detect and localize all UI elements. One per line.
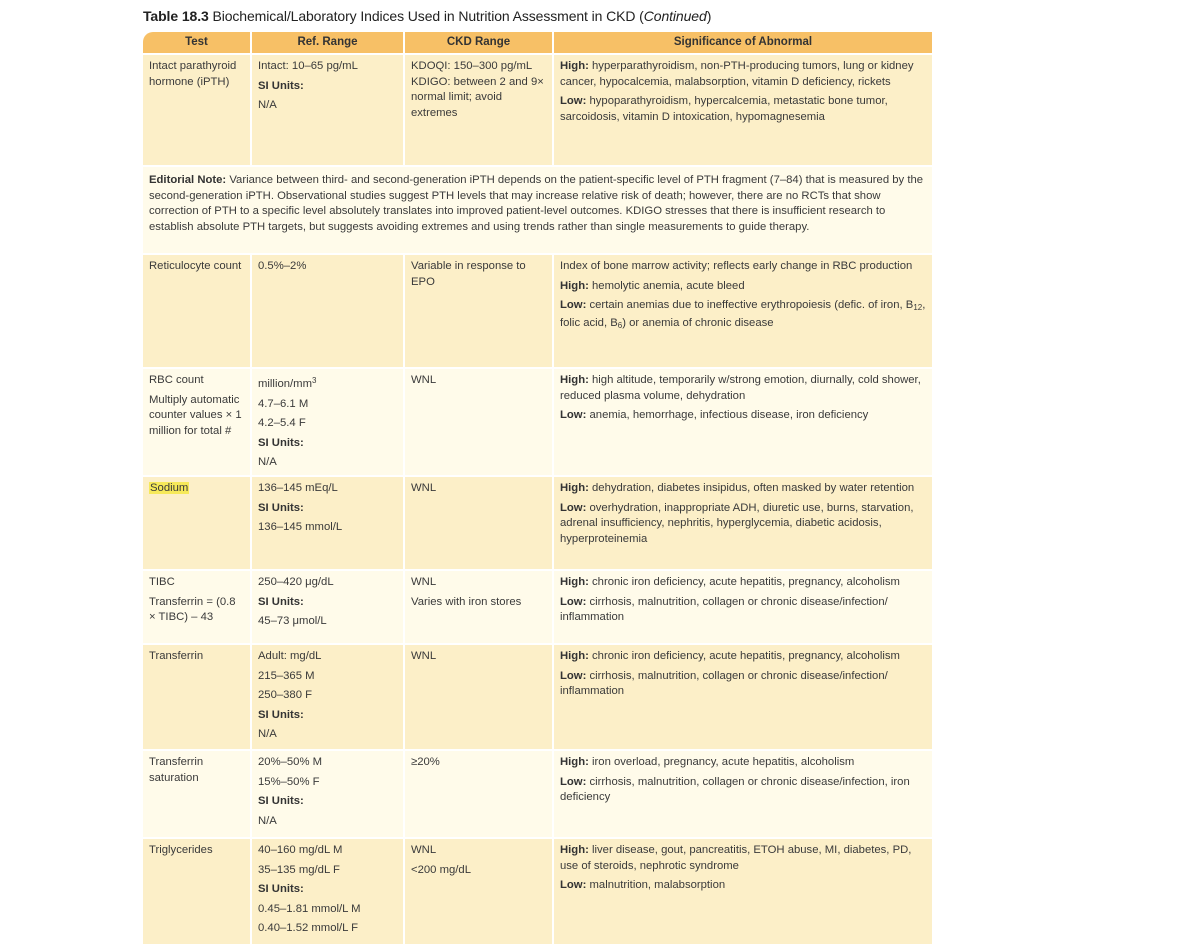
header-row <box>143 32 932 54</box>
cell-ref: Intact: 10–65 pg/mL SI Units: N/A <box>251 54 404 166</box>
cell-ckd: WNL <200 mg/dL <box>404 838 553 944</box>
cell-significance: High: liver disease, gout, pancreatitis, ETOH abuse, MI, diabetes, PD, use of steroids, nephrotic syndrome Low: malnutrition, malabsorption <box>553 838 932 944</box>
cell-ref: 136–145 mEq/L SI Units: 136–145 mmol/L <box>251 476 404 570</box>
cell-significance: Index of bone marrow activity; reflects early change in RBC production High: hemolytic anemia, acute bleed Low: certain anemias due to ineffective erythropoiesis (defic. of iron, $B_{12}$, folic acid, $B_6$) or anemia of chronic disease <box>553 254 932 368</box>
cell-test: Transferrin <box>143 644 251 750</box>
header-ref-range: Ref. Range <box>251 32 404 54</box>
cell-ref: 250–420 μg/dL SI Units: 45–73 μmol/L <box>251 570 404 644</box>
cell-ref: 40–160 mg/dL M 35–135 mg/dL F SI Units: 0.45–1.81 mmol/L M 0.40–1.52 mmol/L F <box>251 838 404 944</box>
cell-test: Triglycerides <box>143 838 251 944</box>
table-continued: Continued <box>643 8 707 24</box>
editorial-note-row <box>143 166 932 254</box>
table-title: Biochemical/Laboratory Indices Used in Nutrition Assessment in CKD ( <box>208 8 644 24</box>
header-test: Test <box>143 32 251 54</box>
cell-ckd: WNL <box>404 644 553 750</box>
cell-significance: High: hyperparathyroidism, non-PTH-producing tumors, lung or kidney cancer, hypocalcemia, malabsorption, vitamin D deficiency, rickets Low: hypoparathyroidism, hypercalcemia, metastatic bone tumor, sarcoidosis, vitamin D intoxication, hypomagnesemia <box>553 54 932 166</box>
cell-ref: million/$mm^3$ 4.7–6.1 M 4.2–5.4 F SI Units: N/A <box>251 368 404 476</box>
table-row <box>143 476 932 570</box>
table-row <box>143 254 932 368</box>
cell-test: Intact parathyroid hormone (iPTH) <box>143 54 251 166</box>
table-row <box>143 838 932 944</box>
cell-test: RBC count Multiply automatic counter values × 1 million for total # <box>143 368 251 476</box>
table-caption: Table 18.3 Biochemical/Laboratory Indices Used in Nutrition Assessment in CKD (Continued) <box>143 8 712 24</box>
cell-test: Transferrin saturation <box>143 750 251 838</box>
header-ckd-range: CKD Range <box>404 32 553 54</box>
table-row <box>143 750 932 838</box>
cell-ckd: WNL <box>404 368 553 476</box>
cell-test: Reticulocyte count <box>143 254 251 368</box>
cell-ckd: ≥20% <box>404 750 553 838</box>
cell-ckd: WNL <box>404 476 553 570</box>
cell-significance: High: chronic iron deficiency, acute hepatitis, pregnancy, alcoholism Low: cirrhosis, malnutrition, collagen or chronic disease/infection/ inflammation <box>553 644 932 750</box>
cell-significance: High: high altitude, temporarily w/strong emotion, diurnally, cold shower, reduced plasma volume, dehydration Low: anemia, hemorrhage, infectious disease, iron deficiency <box>553 368 932 476</box>
cell-ckd: WNL Varies with iron stores <box>404 570 553 644</box>
cell-ckd: KDOQI: 150–300 pg/mL KDIGO: between 2 and 9× normal limit; avoid extremes <box>404 54 553 166</box>
table-row <box>143 644 932 750</box>
table-row <box>143 570 932 644</box>
lab-indices-table <box>143 32 932 944</box>
cell-significance: High: chronic iron deficiency, acute hepatitis, pregnancy, alcoholism Low: cirrhosis, malnutrition, collagen or chronic disease/infection/ inflammation <box>553 570 932 644</box>
editorial-note: Editorial Note: Variance between third- and second-generation iPTH depends on the patient-specific level of PTH fragment (7–84) that is measured by the second-generation iPTH. Observational studies suggest PTH levels that may increase relative risk of death; however, there are no RCTs that show correction of PTH to a specific level absolutely translates into improved patient-level outcomes. KDIGO stresses that there is insufficient research to establish absolute PTH targets, but suggests avoiding extremes and using trends rather than single measurements to guide therapy. <box>143 166 932 254</box>
table-row <box>143 368 932 476</box>
cell-test: TIBC Transferrin = (0.8 × TIBC) – 43 <box>143 570 251 644</box>
highlighted-text: Sodium <box>150 482 189 494</box>
cell-test <box>143 476 251 570</box>
table-row <box>143 54 932 166</box>
cell-significance: High: dehydration, diabetes insipidus, often masked by water retention Low: overhydration, inappropriate ADH, diuretic use, burns, starvation, adrenal insufficiency, nephritis, hyperglycemia, diabetic acidosis, hyperproteinemia <box>553 476 932 570</box>
header-significance: Significance of Abnormal <box>553 32 932 54</box>
cell-ref: 20%–50% M 15%–50% F SI Units: N/A <box>251 750 404 838</box>
cell-ref: Adult: mg/dL 215–365 M 250–380 F SI Units: N/A <box>251 644 404 750</box>
cell-significance: High: iron overload, pregnancy, acute hepatitis, alcoholism Low: cirrhosis, malnutrition, collagen or chronic disease/infection, iron deficiency <box>553 750 932 838</box>
cell-ref: 0.5%–2% <box>251 254 404 368</box>
cell-ckd: Variable in response to EPO <box>404 254 553 368</box>
table-number: Table 18.3 <box>143 8 209 24</box>
